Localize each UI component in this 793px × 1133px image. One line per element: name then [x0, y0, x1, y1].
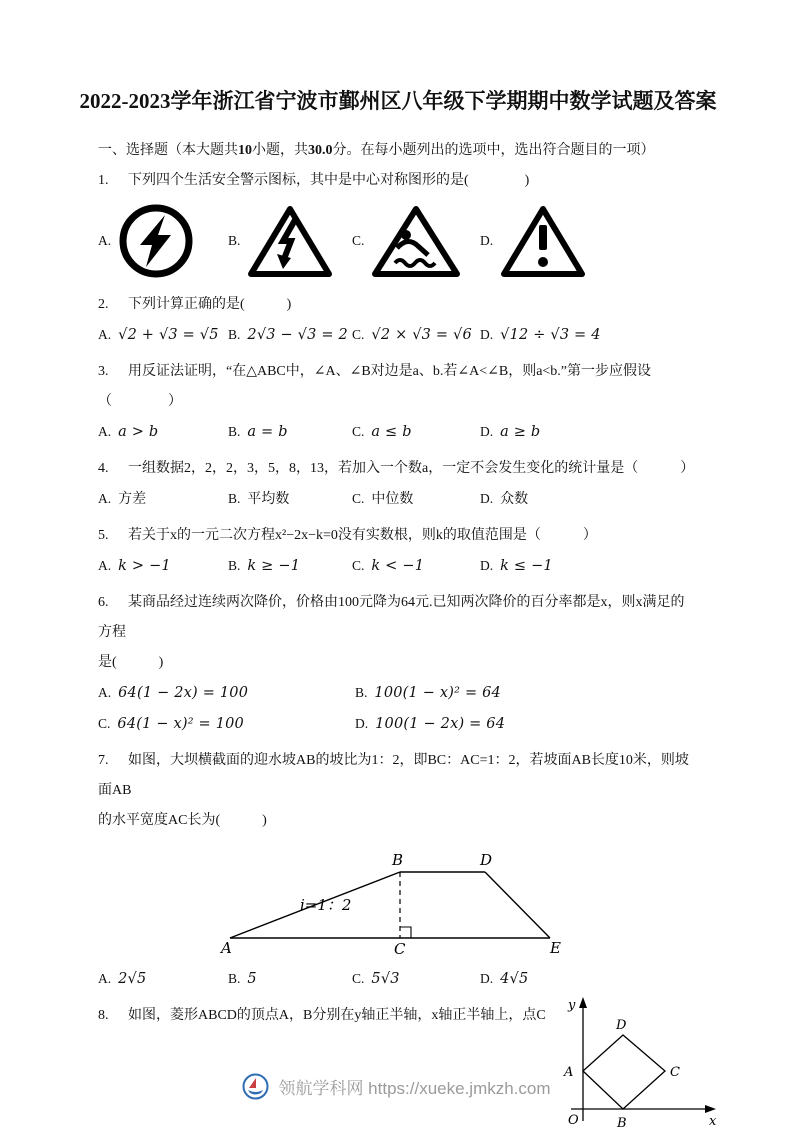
option-label: B.	[228, 971, 241, 986]
question-7-options	[98, 964, 698, 995]
option-label: A.	[98, 971, 112, 986]
option-a	[98, 203, 228, 279]
option-label: A.	[98, 233, 112, 248]
option-b	[228, 320, 352, 351]
question-number: 1.	[98, 173, 109, 188]
option-value: 64(1 − 2x) = 100	[118, 685, 249, 701]
option-c	[352, 320, 480, 351]
option-label: A.	[98, 491, 112, 506]
option-value: a = b	[247, 424, 288, 440]
option-value: 5	[247, 971, 257, 987]
vertex-label-a: A	[564, 1065, 574, 1080]
question-5-text-line	[98, 521, 698, 551]
section-question-count: 10	[238, 143, 252, 158]
question-5-options	[98, 551, 698, 582]
option-value: 2√3 − √3 = 2	[247, 327, 348, 343]
option-label: C.	[352, 971, 365, 986]
vertex-label-d: D	[616, 1018, 627, 1033]
option-d	[480, 964, 698, 995]
option-d	[355, 709, 698, 740]
option-label: A.	[98, 558, 112, 573]
vertex-label-b: B	[392, 851, 404, 869]
circle-lightning-warning-sign-icon	[118, 203, 194, 279]
question-3	[98, 357, 698, 448]
option-a	[98, 484, 228, 515]
question-number: 3.	[98, 364, 109, 379]
question-text: 下列计算正确的是( )	[128, 297, 292, 312]
question-text: 某商品经过连续两次降价，价格由100元降为64元.已知两次降价的百分率都是x，则x满足的方程	[98, 595, 685, 640]
option-b	[228, 484, 352, 515]
option-value: √12 ÷ √3 = 4	[500, 327, 601, 343]
vertex-label-c: C	[394, 940, 406, 958]
question-4-text-line	[98, 454, 698, 484]
option-value: k < −1	[371, 558, 425, 574]
option-label: C.	[352, 233, 365, 248]
option-label: A.	[98, 424, 112, 439]
question-7	[98, 746, 698, 995]
option-b	[228, 964, 352, 995]
page-title: 2022-2023学年浙江省宁波市鄞州区八年级下学期期中数学试题及答案	[79, 89, 717, 113]
site-logo-icon	[242, 1073, 269, 1100]
question-1-options	[98, 198, 698, 284]
section-text-pre: 一、选择题（本大题共	[98, 143, 238, 158]
option-value: 平均数	[247, 492, 290, 507]
origin-label: O	[568, 1113, 579, 1128]
question-7-text-line-1	[98, 746, 698, 806]
option-label: A.	[98, 685, 112, 700]
option-c	[98, 709, 355, 740]
question-7-text-line-2: 的水平宽度AC长为( )	[98, 813, 267, 828]
vertex-label-a: A	[221, 939, 232, 957]
high-voltage-warning-sign-icon	[247, 203, 333, 279]
option-c	[352, 964, 480, 995]
option-value: k > −1	[118, 558, 171, 574]
option-value: 4√5	[500, 971, 529, 987]
right-angle-mark	[400, 927, 411, 938]
option-d	[480, 417, 698, 448]
option-value: 方差	[118, 492, 147, 507]
option-label: D.	[480, 491, 494, 506]
question-4	[98, 454, 698, 515]
y-axis-arrow	[579, 997, 587, 1008]
question-2-text-line	[98, 290, 698, 320]
slope-ratio-label: i=1：2	[300, 896, 352, 914]
vertex-label-e: E	[550, 939, 561, 957]
question-6-options-row-2	[98, 709, 698, 740]
option-value: 5√3	[371, 971, 400, 987]
dam-cross-section-diagram	[220, 850, 565, 958]
question-6-text-line-1	[98, 588, 698, 648]
option-c	[352, 417, 480, 448]
question-3-options	[98, 417, 698, 448]
question-6-options-row-1	[98, 678, 698, 709]
option-value: a ≤ b	[371, 424, 412, 440]
question-text: 如图，菱形ABCD的顶点A，B分别在y轴正半轴，x轴正半轴上，点C	[128, 1008, 546, 1023]
option-value: 100(1 − 2x) = 64	[375, 716, 506, 732]
question-text: 下列四个生活安全警示图标，其中是中心对称图形的是( )	[128, 173, 530, 188]
option-label: C.	[98, 716, 111, 731]
option-label: D.	[480, 424, 494, 439]
option-b	[228, 551, 352, 582]
option-label: B.	[355, 685, 368, 700]
option-a	[98, 964, 228, 995]
vertex-label-c: C	[670, 1065, 680, 1080]
option-value: 100(1 − x)² = 64	[374, 685, 501, 701]
option-value: a > b	[118, 424, 159, 440]
drowning-caution-warning-sign-icon	[371, 203, 461, 279]
option-label: B.	[228, 491, 241, 506]
section-text-post: 分。在每小题列出的选项中，选出符合题目的一项）	[332, 143, 655, 158]
question-number: 7.	[98, 753, 109, 768]
question-text: 如图，大坝横截面的迎水坡AB的坡比为1：2，即BC：AC=1：2，若坡面AB长度10米，则坡面AB	[98, 753, 689, 798]
option-value: 中位数	[371, 492, 414, 507]
question-text: 若关于x的一元二次方程x²−2x−k=0没有实数根，则k的取值范围是（ ）	[128, 528, 597, 543]
question-3-text-line-1	[98, 357, 698, 387]
watermark	[0, 1073, 793, 1100]
option-c	[352, 551, 480, 582]
watermark-text: 领航学科网 https://xueke.jmkzh.com	[278, 1079, 551, 1098]
option-label: D.	[355, 716, 369, 731]
question-5	[98, 521, 698, 582]
option-value: a ≥ b	[500, 424, 541, 440]
option-value: k ≥ −1	[247, 558, 301, 574]
option-label: D.	[480, 327, 494, 342]
option-label: D.	[480, 233, 494, 248]
option-label: D.	[480, 971, 494, 986]
option-value: 64(1 − x)² = 100	[117, 716, 244, 732]
question-6	[98, 588, 698, 740]
option-label: C.	[352, 327, 365, 342]
option-d	[480, 203, 698, 279]
option-a	[98, 417, 228, 448]
option-value: √2 × √3 = √6	[371, 327, 472, 343]
exclamation-warning-sign-icon	[500, 203, 586, 279]
option-b	[355, 678, 698, 709]
question-1	[98, 166, 698, 284]
question-1-text-line	[98, 166, 698, 196]
option-label: C.	[352, 558, 365, 573]
question-2	[98, 290, 698, 351]
question-2-options	[98, 320, 698, 351]
option-label: C.	[352, 424, 365, 439]
option-d	[480, 320, 698, 351]
option-a	[98, 551, 228, 582]
option-b	[228, 203, 352, 279]
section-points: 30.0	[308, 143, 333, 158]
question-4-options	[98, 484, 698, 515]
vertex-label-d: D	[480, 851, 493, 869]
option-label: B.	[228, 558, 241, 573]
option-b	[228, 417, 352, 448]
rhombus-coordinate-diagram	[557, 995, 722, 1133]
option-label: B.	[228, 327, 241, 342]
option-d	[480, 551, 698, 582]
option-label: A.	[98, 327, 112, 342]
vertex-label-b: B	[617, 1116, 627, 1131]
question-number: 2.	[98, 297, 109, 312]
option-value: 众数	[500, 492, 529, 507]
option-value: √2 + √3 = √5	[118, 327, 219, 343]
y-axis-label: y	[568, 998, 576, 1013]
option-d	[480, 484, 698, 515]
question-number: 8.	[98, 1008, 109, 1023]
question-number: 4.	[98, 461, 109, 476]
question-number: 6.	[98, 595, 109, 610]
option-label: B.	[228, 424, 241, 439]
question-8-text-line	[98, 1001, 560, 1031]
x-axis-arrow	[705, 1105, 716, 1113]
question-3-text-line-2: （ ）	[98, 394, 182, 409]
option-label: B.	[228, 233, 241, 248]
question-text: 一组数据2，2，2，3，5，8，13，若加入一个数a，一定不会发生变化的统计量是（ ）	[128, 461, 695, 476]
option-a	[98, 678, 355, 709]
option-c	[352, 203, 480, 279]
question-number: 5.	[98, 528, 109, 543]
option-label: C.	[352, 491, 365, 506]
option-a	[98, 320, 228, 351]
option-label: D.	[480, 558, 494, 573]
question-text: 用反证法证明，“在△ABC中，∠A、∠B对边是a、b.若∠A<∠B，则a<b.”第一步应假设	[128, 364, 652, 379]
question-6-text-line-2: 是( )	[98, 655, 164, 670]
option-c	[352, 484, 480, 515]
option-value: 2√5	[118, 971, 147, 987]
section-text-mid: 小题，共	[252, 143, 308, 158]
x-axis-label: x	[709, 1114, 717, 1129]
section-header	[98, 136, 698, 166]
option-value: k ≤ −1	[500, 558, 553, 574]
